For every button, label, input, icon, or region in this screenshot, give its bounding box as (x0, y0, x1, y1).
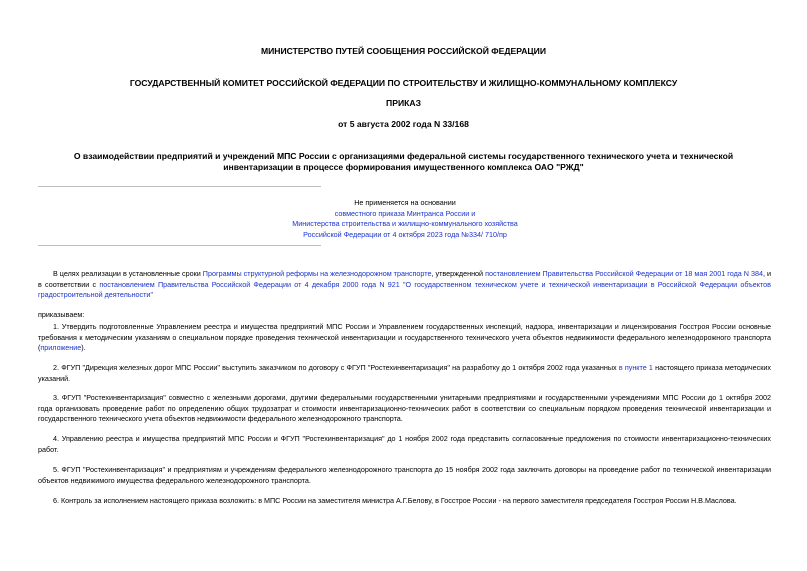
divider-bottom (38, 245, 321, 246)
notice-link-joint-order[interactable]: совместного приказа Минтранса России и (334, 208, 476, 218)
item-1-end: ). (81, 343, 86, 353)
item-4-text: 4. Управлению реестра и имущества предприятий МПС России и ФГУП "Ростехинвентаризация" до 1 ноября 2002 года представить согласованные предложения по стоимости инвентаризационно-технических работ. (38, 434, 771, 454)
item-1 (38, 322, 771, 354)
item-4 (38, 434, 771, 455)
notice-link-ministry[interactable]: Министерства строительства и жилищно-коммунального хозяйства (292, 219, 518, 229)
link-decree-921[interactable]: постановлением Правительства Российской Федерации от 4 декабря 2000 года N 921 "О государственном техническом учете и технической инвентаризации в Российской Федерации объектов градостроительной деятельности" (38, 279, 771, 300)
preamble-text-1: В целях реализации в установленные сроки (53, 269, 203, 278)
committee-heading: ГОСУДАРСТВЕННЫЙ КОМИТЕТ РОССИЙСКОЙ ФЕДЕРАЦИИ ПО СТРОИТЕЛЬСТВУ И ЖИЛИЩНО-КОММУНАЛЬНОМУ КОМПЛЕКСУ (129, 78, 678, 88)
document-date-number: от 5 августа 2002 года N 33/168 (338, 119, 469, 129)
item-5 (38, 465, 771, 486)
item-6 (38, 496, 771, 507)
notice-link-date[interactable]: Российской Федерации от 4 октября 2023 года №334/ 710/пр (303, 229, 507, 239)
document-type: ПРИКАЗ (386, 98, 421, 108)
item-2-end: настоящего приказа методических указаний. (38, 363, 771, 383)
order-word: приказываем: (38, 310, 85, 319)
link-item-1[interactable]: в пункте 1 (618, 363, 653, 372)
item-2-text: 2. ФГУП "Дирекция железных дорог МПС России" выступить заказчиком по договору с ФГУП "Ростехинвентаризация" на разработку до 1 октября 2002 года указанных (53, 363, 619, 372)
item-3-text: 3. ФГУП "Ростехинвентаризация" совместно с железными дорогами, другими федеральными государственными унитарными предприятиями и государственными учреждениями МПС России до 1 октября 2002 года организовать проведение работ по определению общих трудозатрат и стоимости инвентаризационно-технических работ в соответствии со специальным порядком проведения технической инвентаризации и государственного технического учета объектов недвижимости федерального железнодорожного транспорта. (38, 393, 771, 424)
item-2 (38, 363, 771, 384)
item-6-text: 6. Контроль за исполнением настоящего приказа возложить: в МПС России на заместителя министра А.Г.Белову, в Госстрое России - на первого заместителя председателя Госстроя России Н.В.Маслова. (53, 496, 737, 505)
link-reform-program[interactable]: Программы структурной реформы на железнодорожном транспорте (202, 269, 432, 278)
preamble-text-2: , утвержденной (431, 269, 486, 278)
link-appendix[interactable]: приложение (40, 343, 82, 353)
item-3 (38, 393, 771, 425)
link-decree-384[interactable]: постановлением Правительства Российской Федерации от 18 мая 2001 года N 384 (485, 269, 763, 278)
document-title: О взаимодействии предприятий и учреждений МПС России с организациями федеральной системы государственного технического учета и технической инвентаризации в процессе формирования имущественного комплекса ОАО "РЖД" (73, 151, 734, 172)
preamble-text-3: , и в соответствии с (38, 269, 772, 289)
preamble-paragraph (38, 269, 771, 301)
notice-text: Не применяется на основании (354, 198, 456, 207)
status-notice (260, 198, 550, 240)
item-5-text: 5. ФГУП "Ростехинвентаризация" и предприятиям и учреждениям федерального железнодорожного транспорта до 15 ноября 2002 года заключить договоры на проведение работ по технической инвентаризации объектов недвижимого имущества федерального железнодорожного транспорта. (38, 465, 771, 485)
divider-top (38, 186, 321, 187)
ministry-heading: МИНИСТЕРСТВО ПУТЕЙ СООБЩЕНИЯ РОССИЙСКОЙ ФЕДЕРАЦИИ (260, 46, 547, 56)
item-1-text: 1. Утвердить подготовленные Управлением реестра и имущества предприятий МПС России и Управлением государственных инспекций, надзора, инвентаризации и лицензирования Госстроя России основные требования к методическим указаниям о специальном порядке проведения технической инвентаризации и государственного технического учета объектов недвижимости федерального железнодорожного транспорта ( (38, 322, 771, 353)
